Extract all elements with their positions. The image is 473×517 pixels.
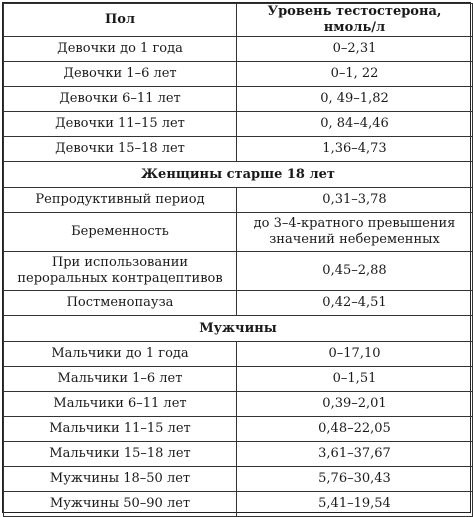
- row-value: 0–1, 22: [237, 62, 473, 87]
- row-value: 0–2,31: [237, 37, 473, 62]
- row-label: При использовании пероральных контрацептивов: [4, 252, 237, 291]
- row-label: Девочки до 1 года: [4, 37, 237, 62]
- table-row: [4, 137, 473, 162]
- section-header-women: [4, 162, 473, 188]
- row-label: Девочки 1–6 лет: [4, 62, 237, 87]
- row-label: Мальчики 6–11 лет: [4, 392, 237, 417]
- row-label: Репродуктивный период: [4, 188, 237, 213]
- table-row: [4, 188, 473, 213]
- row-label: Мальчики до 1 года: [4, 342, 237, 367]
- testosterone-table-container: [2, 2, 471, 513]
- table-row: [4, 37, 473, 62]
- row-label: Мальчики 1–6 лет: [4, 367, 237, 392]
- row-value: 0, 49–1,82: [237, 87, 473, 112]
- section-title: Женщины старше 18 лет: [4, 162, 473, 188]
- row-label: Постменопауза: [4, 291, 237, 316]
- section-title: Мужчины: [4, 316, 473, 342]
- row-label: Девочки 15–18 лет: [4, 137, 237, 162]
- table-row: [4, 62, 473, 87]
- row-value: 3,61–37,67: [237, 442, 473, 467]
- row-label: Мальчики 11–15 лет: [4, 417, 237, 442]
- table-row: [4, 87, 473, 112]
- table-row: [4, 492, 473, 517]
- row-label: Мальчики 15–18 лет: [4, 442, 237, 467]
- table-row: [4, 392, 473, 417]
- row-value: 5,76–30,43: [237, 467, 473, 492]
- row-value: 1,36–4,73: [237, 137, 473, 162]
- row-value: 0,31–3,78: [237, 188, 473, 213]
- row-value: 0,48–22,05: [237, 417, 473, 442]
- row-value: 0, 84–4,46: [237, 112, 473, 137]
- table-row: [4, 467, 473, 492]
- row-label: Девочки 11–15 лет: [4, 112, 237, 137]
- table-row: [4, 291, 473, 316]
- table-row: [4, 213, 473, 252]
- row-label: Мужчины 50–90 лет: [4, 492, 237, 517]
- testosterone-table: [3, 3, 473, 517]
- row-value: 0–1,51: [237, 367, 473, 392]
- section-header-men: [4, 316, 473, 342]
- row-value: 0,45–2,88: [237, 252, 473, 291]
- table-row: [4, 442, 473, 467]
- row-label: Беременность: [4, 213, 237, 252]
- row-value: 0,42–4,51: [237, 291, 473, 316]
- table-header-row: [4, 4, 473, 37]
- table-row: [4, 367, 473, 392]
- row-value: 5,41–19,54: [237, 492, 473, 517]
- row-value: 0,39–2,01: [237, 392, 473, 417]
- header-sex: Пол: [4, 4, 237, 37]
- table-row: [4, 342, 473, 367]
- table-row: [4, 417, 473, 442]
- row-value: до 3–4-кратного превышения значений небеременных: [237, 213, 473, 252]
- table-row: [4, 252, 473, 291]
- row-value: 0–17,10: [237, 342, 473, 367]
- row-label: Мужчины 18–50 лет: [4, 467, 237, 492]
- table-row: [4, 112, 473, 137]
- row-label: Девочки 6–11 лет: [4, 87, 237, 112]
- header-testosterone-level: Уровень тестостерона, нмоль/л: [237, 4, 473, 37]
